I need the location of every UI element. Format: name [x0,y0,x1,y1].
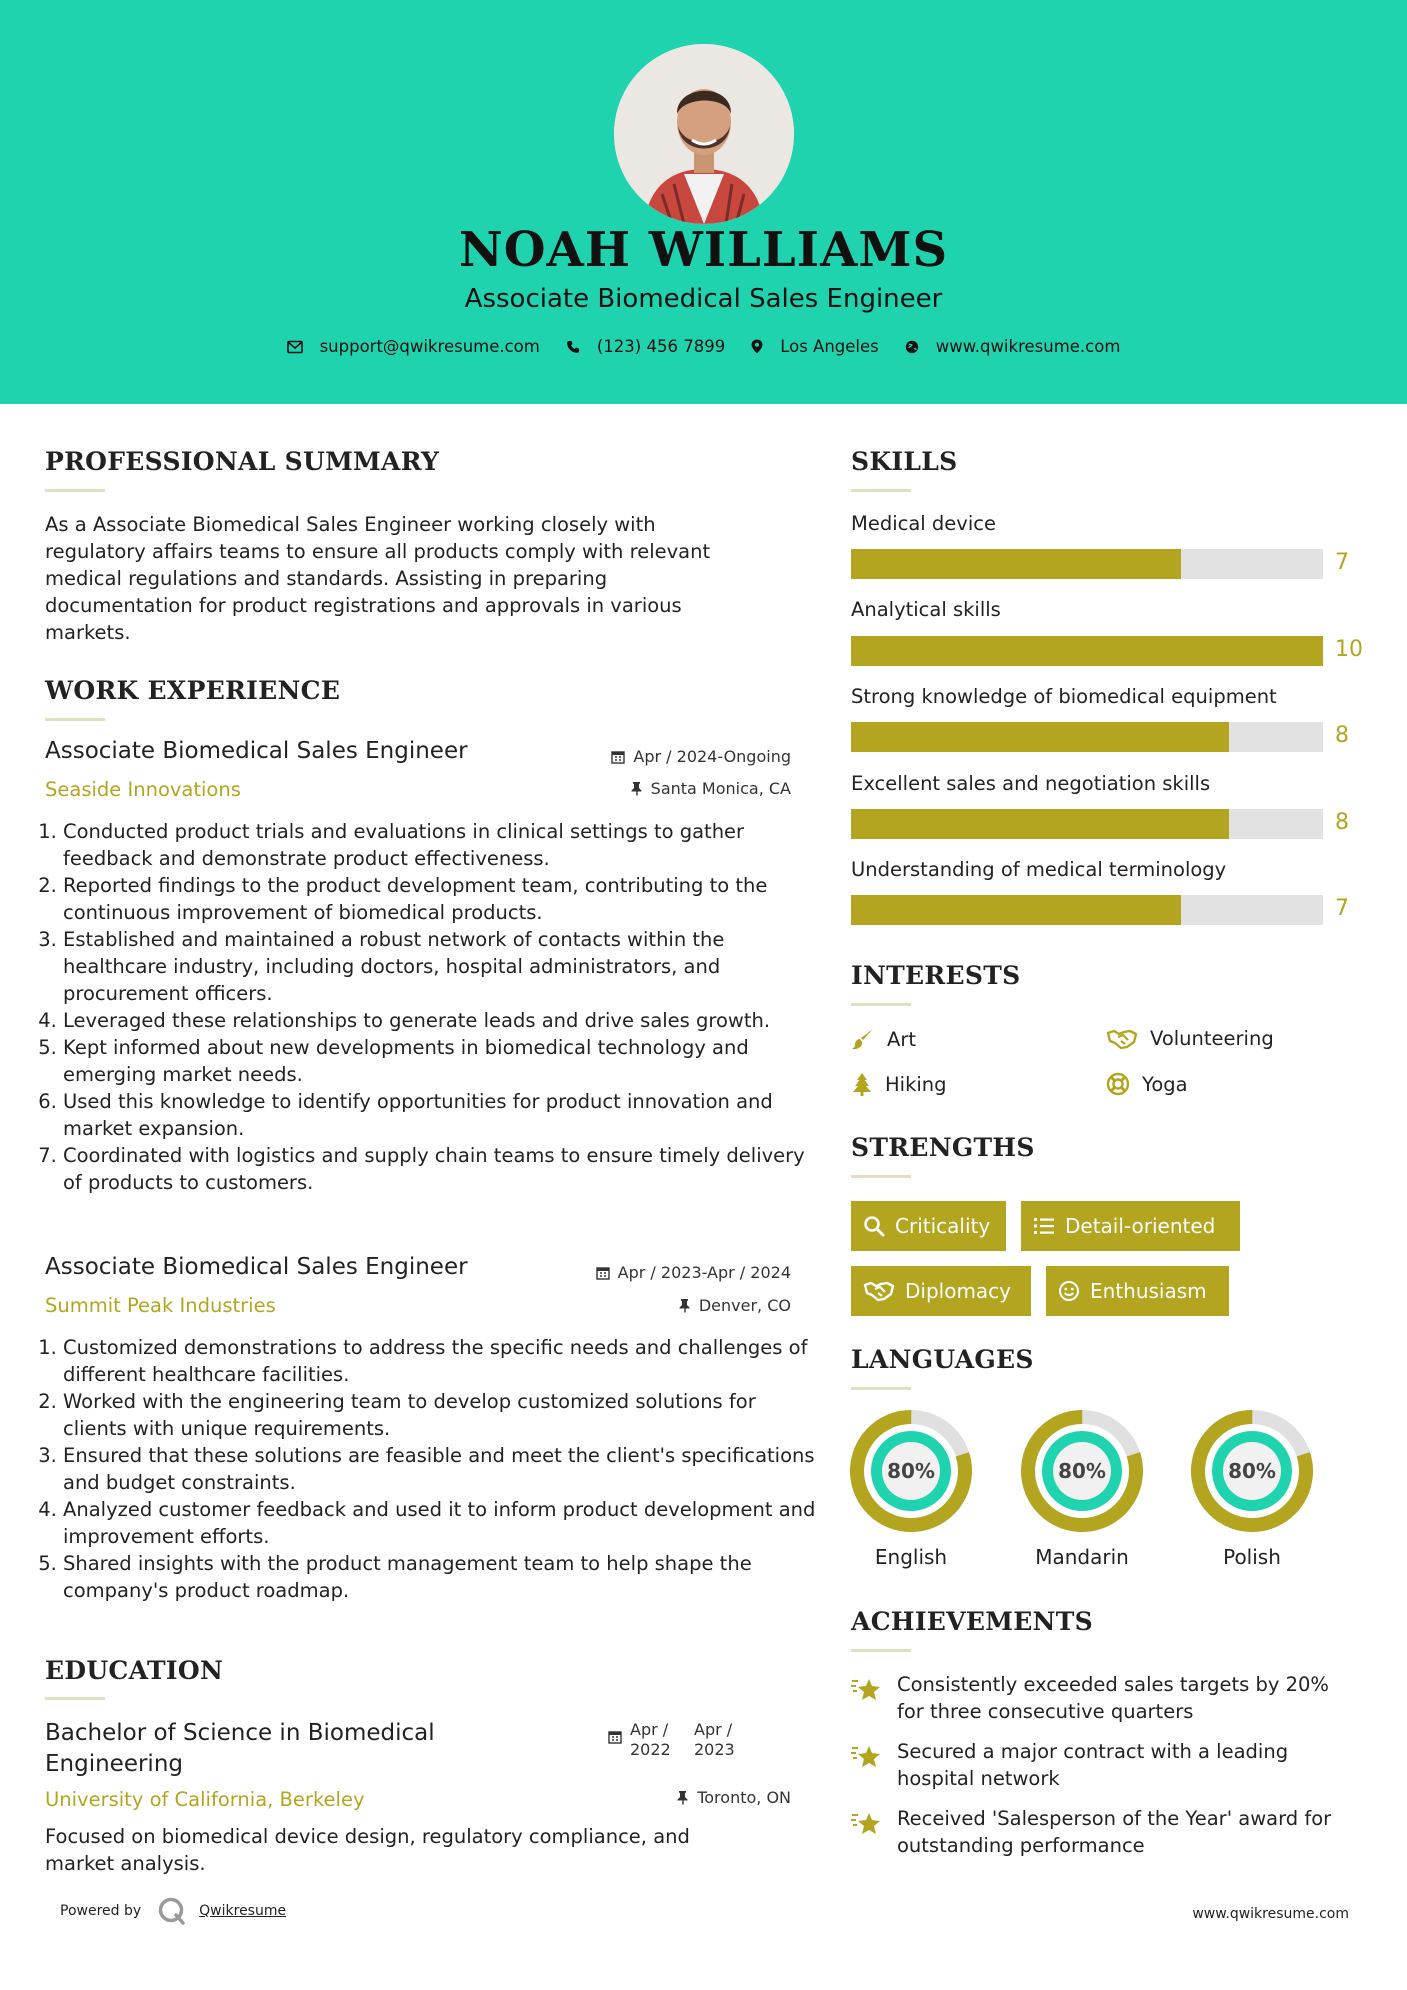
strength-tag [1021,1201,1240,1251]
skill-bar-track [851,636,1323,666]
list-item: 1. Customized demonstrations to address the specific needs and challenges of different healthcare facilities. [63,1334,823,1388]
education-location [677,1788,791,1807]
list-item: 2. Reported findings to the product development team, contributing to the continuous improvement of biomedical products. [63,872,823,926]
summary-title: PROFESSIONAL SUMMARY [45,447,440,476]
pushpin-icon [677,1790,689,1805]
achievement-line: outstanding performance [897,1834,1145,1857]
skill-bar-fill [851,809,1229,839]
search-icon [863,1215,885,1237]
education-end [694,1720,735,1760]
achievement-item [851,1805,1371,1859]
education-description [45,1823,805,1877]
skill-label: Medical device [851,512,996,535]
strength-label: Criticality [895,1214,991,1238]
interest-item [1106,1072,1188,1096]
qwikresume-logo-icon [157,1896,187,1926]
qwikresume-link[interactable]: Qwikresume [199,1903,287,1919]
strength-tag [851,1266,1031,1316]
list-item: 2. Worked with the engineering team to develop customized solutions for clients with unique requirements. [63,1388,823,1442]
education-underline [45,1697,105,1700]
contact-website-text: www.qwikresume.com [935,337,1121,356]
skill-bar-fill [851,549,1181,579]
skill-bar-track [851,809,1323,839]
interest-label: Art [887,1027,917,1051]
job-2-location-text: Denver, CO [698,1296,791,1315]
job-2-title: Associate Biomedical Sales Engineer [45,1254,468,1280]
job-2-company: Summit Peak Industries [45,1294,276,1317]
strength-label: Enthusiasm [1090,1279,1207,1303]
education-description-line: market analysis. [45,1852,206,1875]
list-item: 7. Coordinated with logistics and supply chain teams to ensure timely delivery of products to customers. [63,1142,823,1196]
handshake-icon [863,1280,895,1302]
education-school: University of California, Berkeley [45,1788,365,1811]
profile-photo [614,44,794,224]
trophy-star-icon [851,1677,883,1703]
candidate-name: NOAH WILLIAMS [458,222,949,278]
language-label: English [874,1545,948,1569]
envelope-icon [287,340,303,354]
job-1-company: Seaside Innovations [45,778,241,801]
skill-value: 10 [1335,637,1363,662]
skill-value: 7 [1335,896,1349,921]
skill-value: 7 [1335,550,1349,575]
trophy-star-icon [851,1744,883,1770]
contact-email-text: support@qwikresume.com [319,337,540,356]
lifering-icon [1106,1072,1130,1096]
education-end-year: 2023 [694,1740,735,1759]
summary-line: As a Associate Biomedical Sales Engineer working closely with [45,513,656,536]
list-item: 1. Conducted product trials and evaluations in clinical settings to gather feedback and demonstrate product effectiveness. [63,818,823,872]
languages-title: LANGUAGES [851,1345,1034,1374]
interest-item [851,1027,916,1051]
contact-location-text: Los Angeles [780,337,879,356]
calendar-icon [611,750,625,764]
language-percent: 80% [1228,1459,1276,1483]
contact-phone-text: (123) 456 7899 [596,337,726,356]
language-label: Mandarin [1035,1545,1129,1569]
job-2-location [679,1296,791,1315]
strengths-underline [851,1175,911,1178]
language-ring [1021,1410,1143,1532]
language-ring [850,1410,972,1532]
summary-underline [45,489,105,492]
achievement-line: for three consecutive quarters [897,1700,1194,1723]
education-degree-line: Bachelor of Science in Biomedical [45,1720,435,1746]
pushpin-icon [679,1298,691,1313]
strength-tag [1046,1266,1229,1316]
trophy-star-icon [851,1811,883,1837]
handshake-icon [1106,1028,1138,1050]
job-1-bullets [45,818,823,1196]
interest-label: Hiking [885,1072,947,1096]
skill-bar-fill [851,722,1229,752]
education-start-month: Apr / [630,1720,669,1739]
list-item: 3. Established and maintained a robust network of contacts within the healthcare industry, including doctors, hospital administrators, and procurement officers. [63,926,823,1007]
strength-label: Diplomacy [905,1279,1012,1303]
interests-underline [851,1003,911,1006]
achievements-title: ACHIEVEMENTS [851,1607,1093,1636]
paintbrush-icon [851,1027,875,1051]
contact-phone[interactable] [566,337,725,356]
achievement-line: Consistently exceeded sales targets by 20% [897,1673,1329,1696]
language-label: Polish [1223,1545,1281,1569]
languages-underline [851,1387,911,1390]
list-item: 5. Kept informed about new developments in biomedical technology and emerging market needs. [63,1034,823,1088]
smile-icon [1058,1280,1080,1302]
job-1-date-text: Apr / 2024-Ongoing [633,747,791,766]
achievement-line: Secured a major contract with a leading [897,1740,1289,1763]
skill-label: Analytical skills [851,598,1001,621]
summary-line: regulatory affairs teams to ensure all products comply with relevant [45,540,711,563]
skill-label: Understanding of medical terminology [851,858,1227,881]
summary-line: medical regulations and standards. Assisting in preparing [45,567,608,590]
skill-bar-track [851,895,1323,925]
contact-email[interactable] [287,337,540,356]
experience-underline [45,718,105,721]
education-end-month: Apr / [694,1720,733,1739]
education-description-line: Focused on biomedical device design, regulatory compliance, and [45,1825,690,1848]
contact-bar [0,337,1407,356]
interest-label: Volunteering [1150,1027,1274,1050]
education-degree [45,1718,435,1780]
job-2-date [596,1263,791,1282]
interest-item [851,1072,947,1096]
contact-website[interactable] [905,337,1121,356]
achievement-item [851,1671,1371,1725]
list-item: 3. Ensured that these solutions are feasible and meet the client's specifications and budget constraints. [63,1442,823,1496]
list-item: 5. Shared insights with the product management team to help shape the company's product roadmap. [63,1550,823,1604]
contact-location [751,337,879,356]
interest-label: Yoga [1142,1072,1188,1096]
achievement-text [897,1671,1329,1725]
experience-title: WORK EXPERIENCE [45,676,341,705]
candidate-role: Associate Biomedical Sales Engineer [464,284,943,314]
list-icon [1033,1216,1055,1236]
skill-bar-fill [851,895,1181,925]
job-2-date-text: Apr / 2023-Apr / 2024 [617,1263,791,1282]
pushpin-icon [631,781,643,796]
skill-bar-track [851,549,1323,579]
summary-text [45,511,805,646]
summary-line: documentation for product registrations and approvals in various [45,594,682,617]
achievement-line: Received 'Salesperson of the Year' award for [897,1807,1332,1830]
achievement-line: hospital network [897,1767,1060,1790]
job-1-location-text: Santa Monica, CA [650,779,791,798]
skill-bar-track [851,722,1323,752]
skill-label: Excellent sales and negotiation skills [851,772,1211,795]
language-ring [1191,1410,1313,1532]
achievements-underline [851,1649,911,1652]
list-item: 4. Leveraged these relationships to generate leads and drive sales growth. [63,1007,823,1034]
skill-bar-fill [851,636,1323,666]
achievement-text [897,1738,1288,1792]
summary-line: markets. [45,621,131,644]
language-percent: 80% [887,1459,935,1483]
footer-site[interactable]: www.qwikresume.com [1192,1906,1349,1922]
skills-title: SKILLS [851,447,958,476]
interests-title: INTERESTS [851,961,1021,990]
education-start-year: 2022 [630,1740,671,1759]
list-item: 4. Analyzed customer feedback and used it to inform product development and improvement efforts. [63,1496,823,1550]
skill-label: Strong knowledge of biomedical equipment [851,685,1277,708]
calendar-icon [608,1730,622,1744]
achievement-text [897,1805,1331,1859]
education-dates [608,1720,735,1760]
job-2-bullets [45,1334,823,1604]
list-item: 6. Used this knowledge to identify opportunities for product innovation and market expansion. [63,1088,823,1142]
education-location-text: Toronto, ON [697,1788,791,1807]
achievement-item [851,1738,1371,1792]
language-percent: 80% [1058,1459,1106,1483]
strengths-title: STRENGTHS [851,1133,1035,1162]
phone-icon [566,340,580,354]
skill-value: 8 [1335,723,1349,748]
powered-by-label: Powered by [60,1903,142,1919]
job-1-date [611,747,791,766]
job-1-location [631,779,791,798]
footer-powered-by [60,1896,286,1926]
interest-item [1106,1027,1274,1050]
skill-value: 8 [1335,810,1349,835]
tree-icon [851,1072,873,1096]
calendar-icon [596,1266,610,1280]
resume-header [0,0,1407,404]
strength-tag [851,1201,1006,1251]
education-degree-line: Engineering [45,1751,183,1777]
education-title: EDUCATION [45,1656,224,1685]
education-start [630,1720,688,1760]
map-pin-icon [751,339,763,354]
job-1-title: Associate Biomedical Sales Engineer [45,738,468,764]
globe-icon [905,340,919,354]
strength-label: Detail-oriented [1065,1214,1216,1238]
skills-underline [851,489,911,492]
